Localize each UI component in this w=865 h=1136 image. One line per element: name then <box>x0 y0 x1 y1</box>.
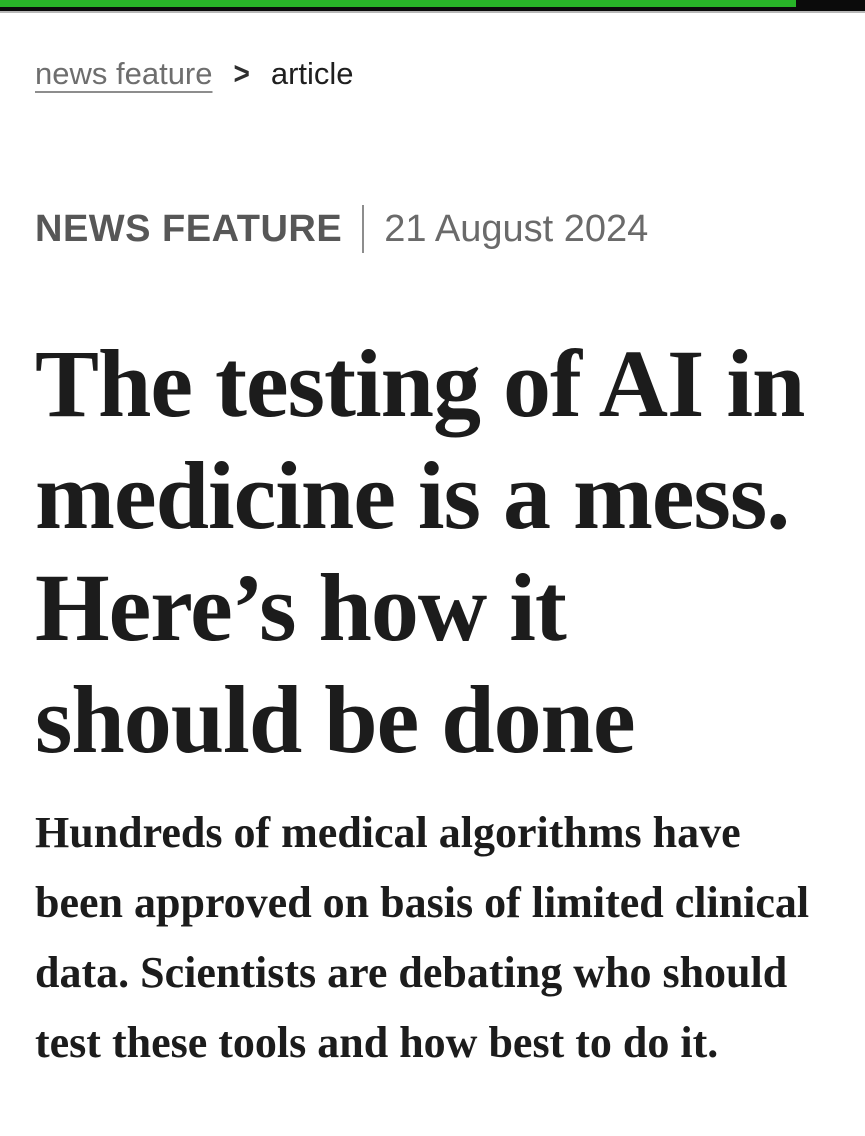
standfirst-line-2: been approved on basis of limited clinical <box>35 878 810 928</box>
standfirst-line-4: test these tools and how best to do it. <box>35 1018 719 1068</box>
title-line-3: Here’s how it <box>35 554 566 662</box>
standfirst-line-3: data. Scientists are debating who should <box>35 948 788 998</box>
breadcrumb-current: article <box>270 56 354 91</box>
kicker-label: NEWS FEATURE <box>35 207 343 250</box>
article-meta <box>35 205 837 253</box>
article-content <box>0 13 865 1078</box>
video-progress-track <box>0 0 865 13</box>
publish-date: 21 August 2024 <box>384 207 649 250</box>
standfirst-line-1: Hundreds of medical algorithms have <box>35 808 741 858</box>
title-line-1: The testing of AI in <box>35 330 805 438</box>
article-title <box>35 328 837 776</box>
breadcrumb <box>35 13 837 91</box>
meta-divider <box>362 205 364 253</box>
chevron-right-icon: > <box>233 55 250 91</box>
breadcrumb-link-news-feature[interactable]: news feature <box>35 56 213 91</box>
title-line-4: should be done <box>35 666 635 774</box>
title-line-2: medicine is a mess. <box>35 442 790 550</box>
article-standfirst <box>35 798 837 1078</box>
video-progress-fill[interactable] <box>0 0 796 7</box>
